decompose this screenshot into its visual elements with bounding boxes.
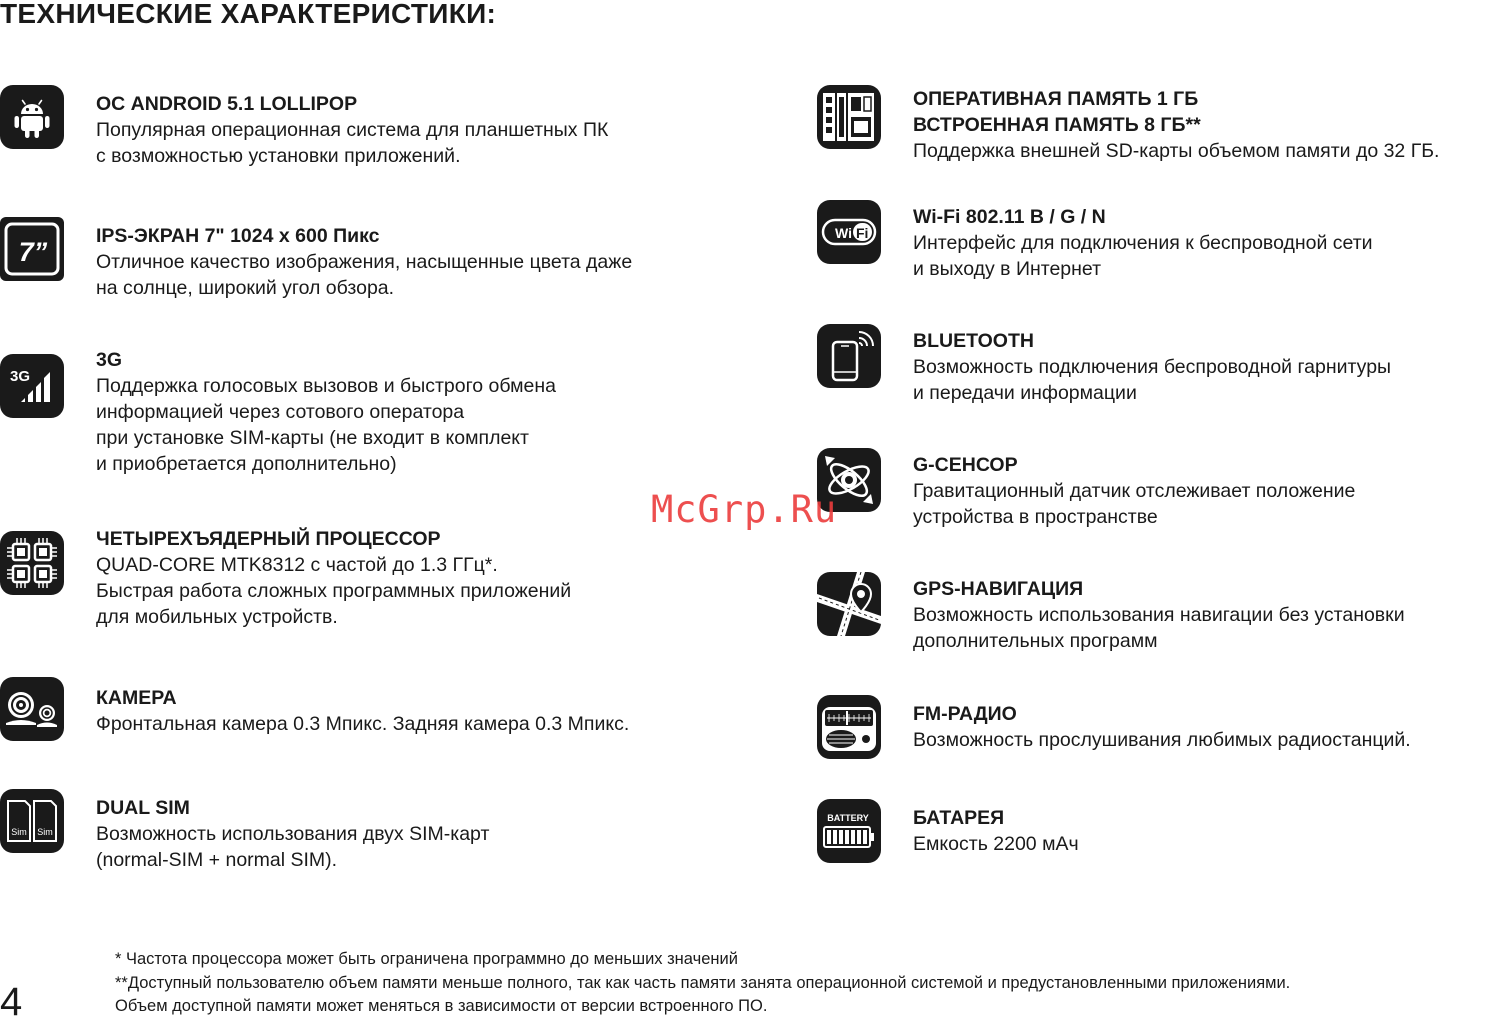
feature-title: ОПЕРАТИВНАЯ ПАМЯТЬ 1 ГБ [913,88,1199,110]
feature-description-line: Популярная операционная система для планшетных ПК [96,119,609,141]
feature-description-line: Поддержка внешней SD-карты объемом памяти до 32 ГБ. [913,140,1440,162]
watermark: McGrp.Ru [651,488,838,531]
feature-description-line: для мобильных устройств. [96,606,338,628]
feature-title-secondary: ВСТРОЕННАЯ ПАМЯТЬ 8 ГБ** [913,114,1201,136]
feature-description-line: Отличное качество изображения, насыщенные цвета даже [96,251,633,273]
wifi-icon [817,200,881,264]
dual-sim-icon [0,789,64,853]
feature-description-line: при установке SIM-карты (не входит в комплект [96,427,529,449]
feature-title: FM-РАДИО [913,703,1017,725]
memory-icon [817,85,881,149]
3g-signal-icon [0,354,64,418]
feature-camera [0,677,760,757]
page-title: ТЕХНИЧЕСКИЕ ХАРАКТЕРИСТИКИ: [0,0,497,29]
screen-7-inch-icon [0,217,64,281]
feature-title: G-СЕНСОР [913,454,1018,476]
feature-android [0,85,760,195]
feature-description-line: на солнце, широкий угол обзора. [96,277,395,299]
feature-description-line: информацией через сотового оператора [96,401,465,423]
feature-description-line: Интерфейс для подключения к беспроводной сети [913,232,1373,254]
feature-dual-sim [0,789,760,879]
quad-core-cpu-icon [0,531,64,595]
feature-g-sensor [817,448,1490,548]
feature-quad-core [0,520,760,640]
feature-title: BLUETOOTH [913,330,1034,352]
feature-description-line: Возможность прослушивания любимых радиостанций. [913,729,1411,751]
screen-size-label: 7” [18,237,48,267]
fm-radio-icon [817,695,881,759]
feature-wifi [817,200,1490,300]
feature-description-line: с возможностью установки приложений. [96,145,461,167]
feature-description-line: QUAD-CORE MTK8312 с частой до 1.3 ГГц*. [96,554,498,576]
feature-fm-radio [817,695,1490,785]
feature-gps [817,572,1490,672]
footnote: Объем доступной памяти может меняться в зависимости от версии встроенного ПО. [115,997,768,1015]
footnote: **Доступный пользователю объем памяти меньше полного, так как часть памяти занята операционной системой и предустановленными приложениями. [115,973,1291,992]
feature-title: IPS-ЭКРАН 7" 1024 х 600 Пикс [96,225,380,247]
sim-label: Sim [37,827,53,837]
feature-title: БАТАРЕЯ [913,807,1005,829]
feature-description-line: Возможность использования навигации без установки [913,604,1405,626]
feature-description-line: устройства в пространстве [913,506,1158,528]
footnote: * Частота процессора может быть ограничена программно до меньших значений [115,950,738,968]
feature-title: Wi-Fi 802.11 B / G / N [913,206,1106,228]
feature-title: КАМЕРА [96,687,177,709]
feature-description-line: Емкость 2200 мАч [913,833,1079,855]
feature-memory [817,80,1490,180]
feature-description-line: Возможность использования двух SIM-карт [96,823,490,845]
sim-label: Sim [11,827,27,837]
feature-description-line: Возможность подключения беспроводной гарнитуры [913,356,1392,378]
feature-description-line: Гравитационный датчик отслеживает положение [913,480,1356,502]
feature-description-line: дополнительных программ [913,630,1158,652]
android-icon [0,85,64,149]
feature-description-line: и передачи информации [913,382,1137,404]
footnotes [115,948,1290,1019]
feature-3g [0,343,760,483]
battery-icon [817,799,881,863]
feature-ips-screen [0,217,760,327]
feature-bluetooth [817,324,1490,424]
page-number: 4 [0,980,23,1024]
wifi-label-wi: Wi [835,225,852,241]
feature-battery [817,799,1490,889]
feature-title: ОС ANDROID 5.1 LOLLIPOP [96,93,358,115]
feature-description-line: Поддержка голосовых вызовов и быстрого обмена [96,375,557,397]
feature-title: DUAL SIM [96,797,190,819]
battery-label: BATTERY [827,813,869,823]
feature-title: ЧЕТЫРЕХЪЯДЕРНЫЙ ПРОЦЕССОР [96,528,441,550]
feature-title: GPS-НАВИГАЦИЯ [913,578,1084,600]
feature-description-line: Быстрая работа сложных программных приложений [96,580,572,602]
feature-description-line: Фронтальная камера 0.3 Мпикс. Задняя камера 0.3 Мпикс. [96,713,630,735]
3g-label: 3G [10,368,31,385]
feature-description-line: и приобретается дополнительно) [96,453,397,475]
feature-description-line: и выходу в Интернет [913,258,1102,280]
camera-icon [0,677,64,741]
bluetooth-phone-icon [817,324,881,388]
wifi-label-fi: Fi [856,225,869,241]
feature-title: 3G [96,349,123,371]
feature-description-line: (normal-SIM + normal SIM). [96,849,338,871]
gps-navigation-icon [817,572,881,636]
